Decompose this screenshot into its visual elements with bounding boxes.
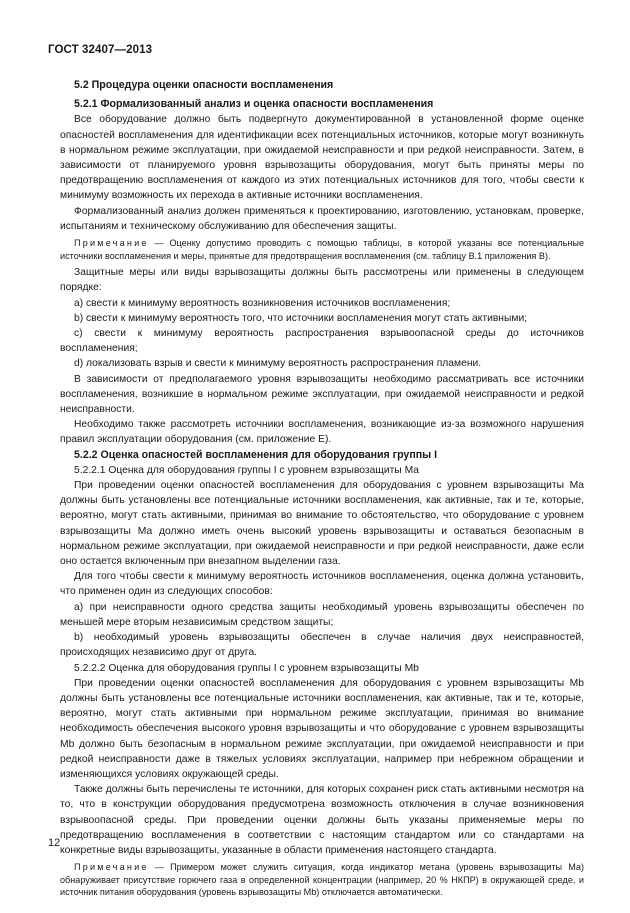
paragraph: В зависимости от предполагаемого уровня взрывозащиты необходимо рассматривать все источники воспламенения, возникшие в нормальном режиме эксплуатации, при ожидаемой неисправности и редкой неисправности. [60,373,584,416]
paragraph: При проведении оценки опасностей воспламенения для оборудования с уровнем взрывозащиты Ма должны быть установлены все потенциальные источники воспламенения, как активные, так и те, которые, вероятно, могут стать активными, принимая во внимание то обстоятельство, что оборудование с уровнем взрывозащиты Ма должно иметь очень высокий уровень взрывозащиты и оставаться безопасным в нормальном режиме эксплуатации, при ожидаемой неисправности и при редкой неисправности, даже если оно остается включенным при внезапном выделении газа. [60,480,584,568]
paragraph: Также должны быть перечислены те источники, для которых сохранен риск стать активными несмотря на то, что в конструкции оборудования предусмотрена возможность отключения в случае возникновения взрывоопасной среды. При проведении оценки должны быть указаны применяемые меры по предотвращению воспламенения в соответствии с настоящим стандартом или со стандартами на конкретные виды взрывозащиты, указанные в области применения настоящего стандарта. [60,784,584,856]
page-number: 12 [48,837,61,849]
note-label: Примечание [74,238,149,249]
subsection-heading-5-2-2: 5.2.2 Оценка опасностей воспламенения для оборудования группы I [74,448,438,461]
note [60,237,584,262]
note-text: — Оценку допустимо проводить с помощью таблицы, в которой указаны все потенциальные источники воспламенения и меры, принятые для предотвращения воспламенения (см. таблицу В.1 приложения В). [60,238,584,261]
note [60,861,584,899]
note-text: — Примером может служить ситуация, когда индикатор метана (уровень взрывозащиты Ма) обнаруживает присутствие горючего газа в определенной концентрации (например, 20 % НКПР) в окружающей среде, и источник питания оборудования (уровень взрывозащиты Mb) отключается автоматически. [60,862,584,898]
paragraph: Формализованный анализ должен применяться к проектированию, изготовлению, установкам, проверке, испытаниям и техническому обслуживанию для обеспечения защиты. [60,205,584,232]
list-item: b) необходимый уровень взрывозащиты обеспечен в случае наличия двух неисправностей, происходящих независимо друг от друга. [60,632,584,659]
document-code: ГОСТ 32407—2013 [48,44,153,56]
list-item: d) локализовать взрыв и свести к минимуму вероятность распространения пламени. [74,358,482,370]
clause-heading-5-2-2-1: 5.2.2.1 Оценка для оборудования группы I с уровнем взрывозащиты Ма [74,464,419,476]
list-item: а) при неисправности одного средства защиты необходимый уровень взрывозащиты обеспечен по меньшей мере вторым независимым средством защиты; [60,601,584,628]
note-label: Примечание [74,862,149,873]
section-heading-5-2: 5.2 Процедура оценки опасности воспламенения [74,79,334,91]
subsection-heading-5-2-1: 5.2.1 Формализованный анализ и оценка опасности воспламенения [74,98,434,111]
list-item: с) свести к минимуму вероятность распространения взрывоопасной среды до источников воспламенения; [60,328,584,355]
paragraph: Необходимо также рассмотреть источники воспламенения, возникающие из-за возможного нарушения правил эксплуатации оборудования (см. приложение Е). [60,419,584,446]
paragraph: Для того чтобы свести к минимуму вероятность источников воспламенения, оценка должна установить, что применен один из следующих способов: [60,571,584,598]
list-item: b) свести к минимуму вероятность того, что источники воспламенения могут стать активными; [74,312,528,324]
list-item: а) свести к минимуму вероятность возникновения источников воспламенения; [74,297,451,309]
paragraph: Защитные меры или виды взрывозащиты должны быть рассмотрены или применены в следующем порядке: [60,267,584,294]
page-body [60,78,584,902]
paragraph: Все оборудование должно быть подвергнуто документированной в установленной форме оценке опасностей воспламенения для идентификации всех потенциальных источников, которые могут возникнуть в нормальном режиме эксплуатации, при ожидаемой неисправности и при редкой неисправности. Затем, в зависимости от планируемого уровня взрывозащиты оборудования, могут быть приняты меры по предотвращению воспламенения от каждого из этих потенциальных источников для того, чтобы свести к минимуму возможность их перехода в активные источники воспламенения. [60,114,584,202]
clause-heading-5-2-2-2: 5.2.2.2 Оценка для оборудования группы I с уровнем взрывозащиты Mb [74,662,419,674]
paragraph: При проведении оценки опасностей воспламенения для оборудования с уровнем взрывозащиты Mb должны быть установлены все потенциальные источники воспламенения, как активные, так и те, которые, вероятно, могут стать активными при нормальном режиме эксплуатации, принимая во внимание необходимость обеспечения высокого уровня взрывозащиты и что оборудование с уровнем взрывозащиты Mb должно быть безопасным в нормальном режиме эксплуатации, при ожидаемой неисправности и при редкой неисправности даже в тяжелых условиях эксплуатации, например при небрежном обращении и изменяющихся условиях окружающей среды. [60,677,584,780]
